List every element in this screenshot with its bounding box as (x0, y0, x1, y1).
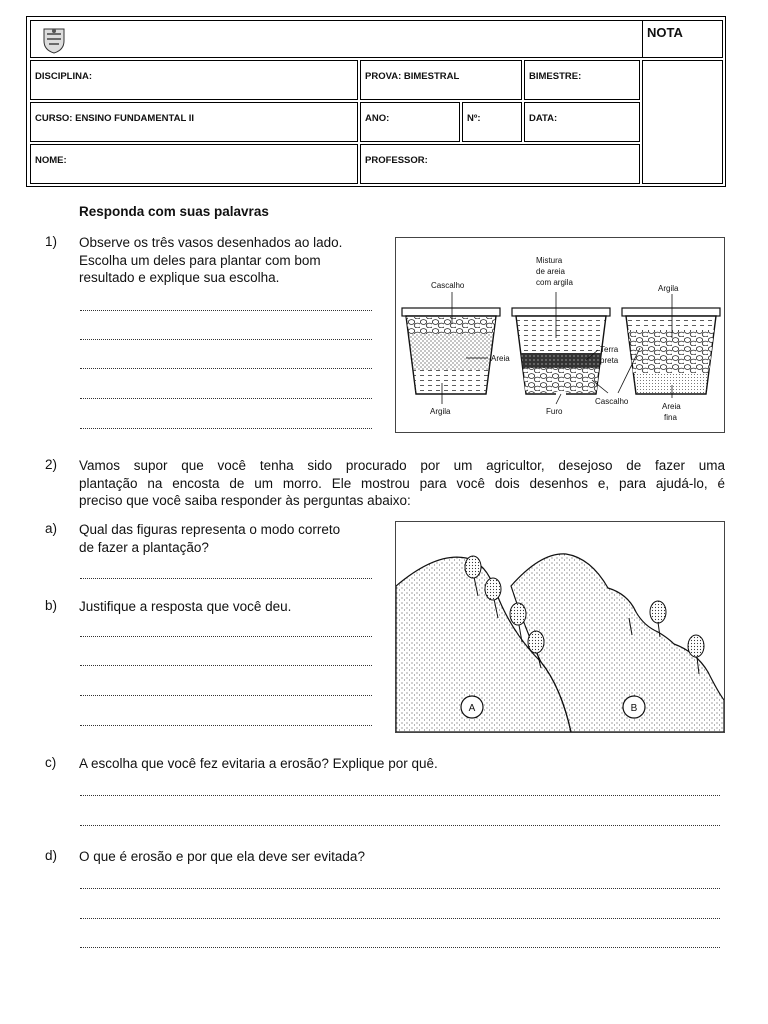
pot-2 (512, 308, 610, 395)
q1-line-2: Escolha um deles para plantar com bom (79, 252, 321, 268)
nota-box[interactable] (642, 60, 723, 184)
data-field[interactable]: DATA: (524, 102, 640, 142)
label-b: B (630, 703, 638, 714)
q2c-text: A escolha que você fez evitaria a erosão? Explique por quê. (79, 756, 438, 771)
pots-illustration (396, 238, 724, 432)
label-areia-fina-2: fina (664, 413, 677, 422)
answer-line[interactable] (80, 918, 720, 919)
q1-line-1: Observe os três vasos desenhados ao lado. (79, 235, 343, 250)
answer-line[interactable] (80, 578, 372, 579)
q2a-letter: a) (45, 521, 58, 536)
answer-line[interactable] (80, 947, 720, 948)
answer-line[interactable] (80, 665, 372, 666)
answer-line[interactable] (80, 398, 372, 399)
hills-illustration (396, 522, 724, 732)
label-areia: Areia (491, 354, 510, 363)
label-argila-bottom: Argila (430, 407, 451, 416)
answer-line[interactable] (80, 339, 372, 340)
curso-field: CURSO: ENSINO FUNDAMENTAL II (30, 102, 358, 142)
answer-line[interactable] (80, 636, 372, 637)
q2d-letter: d) (45, 848, 58, 863)
q2-text (79, 457, 725, 510)
label-a: A (468, 703, 476, 714)
label-areia-fina-1: Areia (662, 402, 681, 411)
prova-field: PROVA: BIMESTRAL (360, 60, 522, 100)
nome-field[interactable]: NOME: (30, 144, 358, 184)
q2b-text: Justifique a resposta que você deu. (79, 599, 292, 614)
answer-line[interactable] (80, 428, 372, 429)
instructions-title: Responda com suas palavras (79, 204, 269, 219)
answer-line[interactable] (80, 695, 372, 696)
label-mistura-1: Mistura (536, 256, 563, 265)
nota-label: NOTA (642, 20, 723, 58)
label-terra-1: Terra (600, 345, 619, 354)
bimestre-field[interactable]: BIMESTRE: (524, 60, 640, 100)
hills-figure (395, 521, 725, 733)
q2a-line-1: Qual das figuras representa o modo correto (79, 522, 341, 537)
header-table (26, 16, 726, 187)
pot-1 (402, 308, 500, 394)
disciplina-field[interactable]: DISCIPLINA: (30, 60, 358, 100)
school-logo-cell (30, 20, 643, 58)
label-cascalho-bottom: Cascalho (595, 397, 629, 406)
school-crest-icon (39, 25, 69, 55)
q2-line-3: preciso que você saiba responder às perguntas abaixo: (79, 493, 411, 508)
q2d-text: O que é erosão e por que ela deve ser evitada? (79, 849, 365, 864)
answer-line[interactable] (80, 825, 720, 826)
q2-line-2: plantação na encosta de um morro. Ele mostrou para você dois desenhos e, para ajudá-lo, é (79, 475, 725, 491)
answer-line[interactable] (80, 888, 720, 889)
ano-field[interactable]: ANO: (360, 102, 460, 142)
q1-number: 1) (45, 234, 58, 249)
answer-line[interactable] (80, 368, 372, 369)
answer-line[interactable] (80, 310, 372, 311)
numero-field[interactable]: Nº: (462, 102, 522, 142)
q2-line-1: Vamos supor que você tenha sido procurado por um agricultor, desejoso de fazer uma (79, 458, 725, 473)
label-furo: Furo (546, 407, 563, 416)
q2a-text (79, 521, 379, 556)
professor-field[interactable]: PROFESSOR: (360, 144, 640, 184)
label-terra-2: preta (600, 356, 619, 365)
pots-figure (395, 237, 725, 433)
q2a-line-2: de fazer a plantação? (79, 539, 209, 555)
q2c-letter: c) (45, 755, 57, 770)
label-argila-top: Argila (658, 284, 679, 293)
q1-text (79, 234, 379, 287)
answer-line[interactable] (80, 725, 372, 726)
pot-3 (622, 308, 720, 394)
answer-line[interactable] (80, 795, 720, 796)
q2-number: 2) (45, 457, 58, 472)
label-cascalho-top: Cascalho (431, 281, 465, 290)
label-mistura-3: com argila (536, 278, 573, 287)
label-mistura-2: de areia (536, 267, 565, 276)
q1-line-3: resultado e explique sua escolha. (79, 270, 280, 285)
q2b-letter: b) (45, 598, 58, 613)
